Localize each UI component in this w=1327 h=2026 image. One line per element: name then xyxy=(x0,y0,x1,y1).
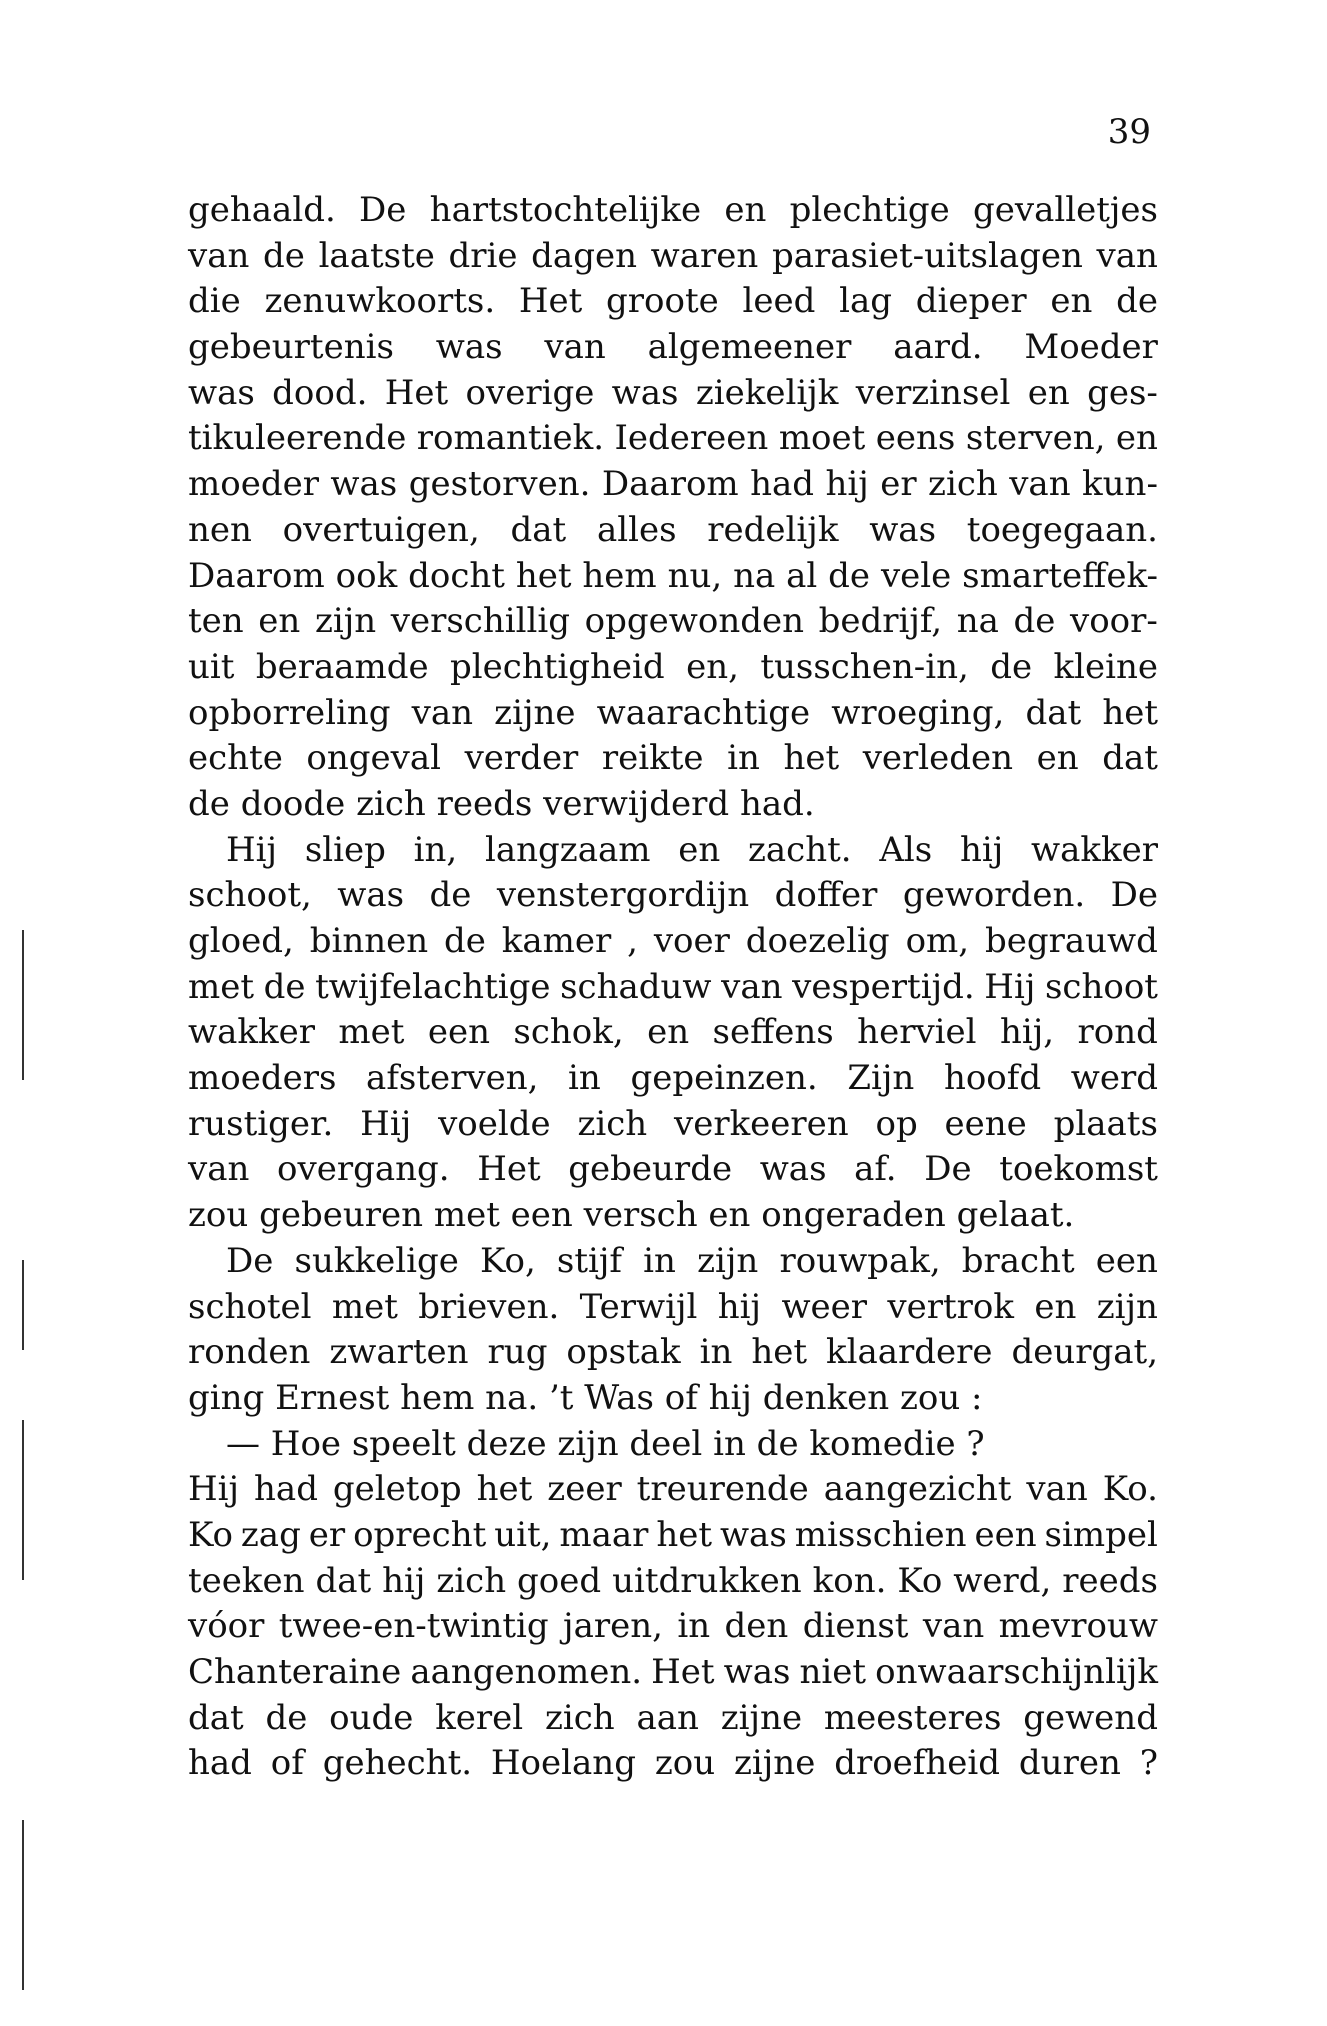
word: zijn xyxy=(1096,1286,1158,1327)
word: simpel xyxy=(1044,1514,1158,1555)
word: de xyxy=(429,875,472,916)
word: in, xyxy=(413,829,458,870)
word: gloed, xyxy=(188,921,294,961)
word: smarteffek- xyxy=(962,555,1158,596)
word: kerel xyxy=(435,1697,524,1738)
word: het xyxy=(783,738,840,779)
word: en xyxy=(647,1012,690,1053)
word: van xyxy=(411,692,474,733)
word: er xyxy=(880,464,917,505)
word: duren xyxy=(1018,1743,1121,1784)
word: ten xyxy=(188,601,244,642)
word: De xyxy=(1110,875,1158,916)
word: vele xyxy=(880,555,952,596)
word: was xyxy=(611,372,679,413)
text-line xyxy=(188,188,1158,234)
word: stijf xyxy=(556,1240,623,1281)
word: nen xyxy=(188,509,252,550)
word: het xyxy=(656,1514,713,1555)
word: Ko, xyxy=(479,1240,536,1281)
word: redelijk xyxy=(707,509,839,550)
word: van xyxy=(188,235,250,276)
text-line xyxy=(188,1010,1158,1056)
word: dat xyxy=(1102,738,1158,779)
word: zijn xyxy=(314,601,377,642)
scan-edge-mark xyxy=(22,1260,24,1350)
text-line xyxy=(188,371,1158,417)
text-line xyxy=(188,919,1158,965)
word: de xyxy=(265,1697,308,1738)
word: de xyxy=(444,921,486,961)
word: weer xyxy=(781,1286,868,1327)
word: zeer xyxy=(547,1469,622,1510)
word: sukkelige xyxy=(294,1240,459,1281)
word: schaduw xyxy=(560,966,712,1007)
word: Hoelang xyxy=(490,1743,636,1784)
word: gebeurde xyxy=(568,1149,733,1190)
word: De xyxy=(924,1149,972,1190)
word: moet xyxy=(778,418,866,459)
word: de xyxy=(990,646,1033,687)
word: dat xyxy=(510,509,567,550)
word: na xyxy=(733,555,776,596)
word: bracht xyxy=(961,1240,1075,1281)
word: schoot, xyxy=(188,875,312,916)
word: dagen xyxy=(531,235,637,276)
word: moeder xyxy=(188,464,319,505)
word: ongeval xyxy=(306,738,442,779)
word: Als xyxy=(879,829,933,870)
word: overige xyxy=(465,372,595,413)
word: kun- xyxy=(1082,464,1158,505)
text-line xyxy=(188,554,1158,600)
word: zich xyxy=(436,1560,507,1601)
word: Het xyxy=(384,372,449,413)
word: zijne xyxy=(720,1697,803,1738)
word: doezelig xyxy=(745,921,890,961)
word: eene xyxy=(944,1103,1027,1144)
word: leed xyxy=(742,281,816,322)
word: , xyxy=(627,921,638,961)
word: uit xyxy=(188,646,235,687)
word: treurende xyxy=(636,1469,809,1510)
word: gebeurtenis xyxy=(188,327,394,368)
word: dood. xyxy=(272,372,368,413)
word: had xyxy=(188,1743,252,1784)
word: was xyxy=(759,1149,827,1190)
word: met xyxy=(331,1286,398,1327)
word: De xyxy=(359,190,407,230)
word: hartstochtelijke xyxy=(429,190,702,230)
word: eens xyxy=(875,418,956,459)
word: opborreling xyxy=(188,692,391,733)
word: brieven. xyxy=(418,1286,560,1327)
word: op xyxy=(875,1103,918,1144)
word: overgang. xyxy=(277,1149,450,1190)
word: voelde xyxy=(438,1103,551,1144)
scan-edge-mark xyxy=(22,1420,24,1580)
word: lag xyxy=(839,281,893,322)
word: schok, xyxy=(513,1012,624,1053)
word: en xyxy=(1050,281,1093,322)
word: overtuigen, xyxy=(282,509,480,550)
word: wakker xyxy=(188,1012,315,1053)
word: ook xyxy=(335,555,398,596)
text-line xyxy=(188,965,1158,1011)
word: Ko xyxy=(188,1514,233,1555)
word: in xyxy=(727,738,760,779)
word: hem xyxy=(582,555,657,596)
word: zijne xyxy=(733,1743,816,1784)
text-line xyxy=(188,691,1158,737)
word: het xyxy=(1102,692,1158,733)
word: van xyxy=(1026,1469,1088,1510)
word: zwarten xyxy=(329,1332,469,1373)
word: vertrok xyxy=(887,1286,1014,1327)
word: kamer xyxy=(501,921,612,961)
word: rustiger. xyxy=(188,1103,334,1144)
word: geworden. xyxy=(902,875,1086,916)
word: plechtige xyxy=(789,190,950,230)
word: de xyxy=(828,555,871,596)
word: van xyxy=(1096,235,1158,276)
text-line xyxy=(188,508,1158,554)
word: romantiek. xyxy=(416,418,604,459)
word: verder xyxy=(464,738,579,779)
word: drie xyxy=(448,235,518,276)
word: die xyxy=(188,281,241,322)
word: twee-en-twintig xyxy=(278,1606,549,1647)
word: Moeder xyxy=(1024,327,1158,368)
word: hij, xyxy=(999,1012,1055,1053)
word: van xyxy=(188,1149,250,1190)
text-line xyxy=(188,279,1158,325)
word: had xyxy=(750,464,815,505)
word: en, xyxy=(686,646,739,687)
word: Ko xyxy=(897,1560,943,1601)
word: Hij xyxy=(226,829,278,870)
word: gewend xyxy=(1023,1697,1158,1738)
word: reeds xyxy=(1062,1560,1158,1601)
word: Het xyxy=(651,1652,715,1692)
word: gehecht. xyxy=(322,1743,473,1784)
word: onwaarschijnlijk xyxy=(875,1652,1158,1692)
word: wakker xyxy=(1031,829,1158,870)
word: was xyxy=(435,327,503,368)
word: niet xyxy=(799,1652,867,1692)
word: oude xyxy=(329,1697,414,1738)
word: het xyxy=(515,555,572,596)
word: had xyxy=(254,1469,318,1510)
word: jaren, xyxy=(563,1606,663,1647)
word: en xyxy=(258,601,301,642)
word: gepeinzen. xyxy=(630,1058,818,1099)
word: en xyxy=(1115,418,1158,459)
text-line xyxy=(188,1604,1158,1650)
word: sterven, xyxy=(965,418,1106,459)
word: af. xyxy=(854,1149,897,1190)
text-line xyxy=(188,1102,1158,1148)
word: waren xyxy=(650,235,759,276)
word: klaardere xyxy=(825,1332,993,1373)
word: Hij xyxy=(984,966,1036,1007)
word: de xyxy=(1013,601,1056,642)
text-line xyxy=(188,1330,1158,1376)
word: twijfelachtige xyxy=(315,966,551,1007)
word: werd xyxy=(1070,1058,1158,1099)
word: was xyxy=(330,464,398,505)
word: mevrouw xyxy=(998,1606,1158,1647)
word: kon. xyxy=(812,1560,887,1601)
word: hij xyxy=(825,464,869,505)
text-line xyxy=(188,1239,1158,1285)
word: Ko. xyxy=(1102,1469,1158,1510)
text-line xyxy=(188,828,1158,874)
text-line: ging Ernest hem na. ’t Was of hij denken zou : xyxy=(188,1377,983,1418)
word: was xyxy=(719,1514,787,1555)
word: bedrijf, xyxy=(818,601,943,642)
word: met xyxy=(188,966,255,1007)
word: goed xyxy=(517,1560,602,1601)
word: beraamde xyxy=(255,646,429,687)
text-line xyxy=(188,462,1158,508)
word: rug xyxy=(487,1332,548,1373)
body-text xyxy=(188,188,1158,1787)
word: al xyxy=(786,555,818,596)
word: het xyxy=(476,1469,533,1510)
text-line xyxy=(188,873,1158,919)
text-line xyxy=(188,234,1158,280)
word: in xyxy=(568,1058,601,1099)
word: was xyxy=(723,1652,791,1692)
word: toekomst xyxy=(999,1149,1158,1190)
word: van xyxy=(1009,464,1071,505)
word: hoofd xyxy=(943,1058,1042,1099)
word: Daarom xyxy=(601,464,739,505)
text-line xyxy=(188,416,1158,462)
scan-edge-mark xyxy=(22,1820,24,1990)
word: in xyxy=(677,1606,711,1647)
word: zacht. xyxy=(747,829,852,870)
word: schotel xyxy=(188,1286,312,1327)
word: Terwijl xyxy=(579,1286,698,1327)
word: gevalletjes xyxy=(972,190,1158,230)
word: herviel xyxy=(857,1012,977,1053)
word: en xyxy=(1036,738,1079,779)
word: langzaam xyxy=(484,829,651,870)
word: de xyxy=(1116,281,1158,322)
text-line xyxy=(188,1056,1158,1102)
word: aard. xyxy=(893,327,983,368)
text-line: — Hoe speelt deze zijn deel in de komedie ? xyxy=(226,1423,985,1464)
word: was xyxy=(869,509,937,550)
word: parasiet-uitslagen xyxy=(771,235,1083,276)
word: vespertijd. xyxy=(792,966,975,1007)
word: en xyxy=(1034,1286,1077,1327)
word: toegegaan. xyxy=(966,509,1158,550)
word: seffens xyxy=(712,1012,834,1053)
word: laatste xyxy=(318,235,435,276)
word: ges- xyxy=(1087,372,1158,413)
word: of xyxy=(270,1743,304,1784)
word: aan xyxy=(636,1697,699,1738)
word: en xyxy=(678,829,721,870)
word: waarachtige xyxy=(596,692,811,733)
text-line xyxy=(188,1741,1158,1787)
word: wroeging, xyxy=(831,692,1005,733)
word: plaats xyxy=(1053,1103,1158,1144)
word: opgewonden xyxy=(584,601,804,642)
word: Zijn xyxy=(847,1058,915,1099)
word: zijn xyxy=(697,1240,759,1281)
word: voer xyxy=(653,921,730,961)
word: zich xyxy=(577,1103,648,1144)
word: was xyxy=(188,372,255,413)
word: docht xyxy=(408,555,505,596)
word: reikte xyxy=(601,738,704,779)
word: uitdrukken xyxy=(612,1560,802,1601)
word: hij xyxy=(717,1286,762,1327)
word: geletop xyxy=(332,1469,462,1510)
text-line xyxy=(188,1467,1158,1513)
word: venstergordijn xyxy=(496,875,750,916)
word: zijne xyxy=(494,692,576,733)
word: zich xyxy=(544,1697,615,1738)
word: Chanteraine xyxy=(188,1652,402,1692)
word: meesteres xyxy=(823,1697,1002,1738)
word: zou xyxy=(654,1743,716,1784)
word: uit, xyxy=(494,1514,552,1555)
text-line xyxy=(188,325,1158,371)
word: tikuleerende xyxy=(188,418,407,459)
word: aangezicht xyxy=(823,1469,1012,1510)
word: van xyxy=(721,966,783,1007)
word: schoot xyxy=(1044,966,1158,1007)
text-line xyxy=(188,645,1158,691)
word: dat xyxy=(188,1697,244,1738)
word: dienst xyxy=(802,1606,909,1647)
word: van xyxy=(544,327,606,368)
word: binnen xyxy=(309,921,429,961)
word: het xyxy=(751,1332,808,1373)
word: de xyxy=(263,235,305,276)
word: opstak xyxy=(566,1332,681,1373)
word: Hij xyxy=(188,1469,240,1510)
word: alles xyxy=(596,509,677,550)
word: Het xyxy=(518,281,583,322)
scan-edge-mark xyxy=(22,930,24,1080)
word: in xyxy=(699,1332,733,1373)
word: hij xyxy=(959,829,1004,870)
word: vóor xyxy=(188,1606,265,1647)
text-line xyxy=(188,1650,1158,1696)
word: ronden xyxy=(188,1332,311,1373)
text-line xyxy=(188,1285,1158,1331)
word: in xyxy=(643,1240,676,1281)
word: zenuwkoorts. xyxy=(264,281,496,322)
word: met xyxy=(338,1012,405,1053)
word: moeders xyxy=(188,1058,337,1099)
word: teeken xyxy=(188,1560,305,1601)
word: De xyxy=(226,1240,274,1281)
word: deurgat, xyxy=(1011,1332,1158,1373)
word: hij xyxy=(382,1560,426,1601)
word: begrauwd xyxy=(984,921,1158,961)
word: een xyxy=(974,1514,1037,1555)
text-line xyxy=(188,1696,1158,1742)
word: nu, xyxy=(667,555,723,596)
text-line xyxy=(188,1147,1158,1193)
text-line xyxy=(188,599,1158,645)
word: dat xyxy=(315,1560,372,1601)
word: Hij xyxy=(360,1103,412,1144)
word: zag xyxy=(240,1514,301,1555)
word: plechtigheid xyxy=(450,646,665,687)
word: een xyxy=(427,1012,490,1053)
word: verleden xyxy=(862,738,1014,779)
word: ziekelijk xyxy=(695,372,839,413)
word: aangenomen. xyxy=(410,1652,643,1692)
word: en xyxy=(724,190,767,230)
word: en xyxy=(1027,372,1070,413)
text-line xyxy=(188,736,1158,782)
word: gehaald. xyxy=(188,190,336,230)
word: na xyxy=(956,601,999,642)
word: rouwpak, xyxy=(779,1240,941,1281)
word: droefheid xyxy=(834,1743,1001,1784)
word: tusschen-in, xyxy=(760,646,969,687)
word: verzinsel xyxy=(855,372,1011,413)
text-line xyxy=(188,1559,1158,1605)
word: groote xyxy=(606,281,719,322)
page-number: 39 xyxy=(1107,112,1151,152)
word: ? xyxy=(1139,1743,1158,1784)
word: Het xyxy=(477,1149,541,1190)
word: sliep xyxy=(304,829,386,870)
word: er xyxy=(308,1514,346,1555)
word: de xyxy=(263,966,306,1007)
word: werd, xyxy=(953,1560,1052,1601)
word: misschien xyxy=(794,1514,967,1555)
word: den xyxy=(724,1606,789,1647)
word: was xyxy=(337,875,405,916)
word: een xyxy=(1095,1240,1158,1281)
text-line: zou gebeuren met een versch en ongeraden gelaat. xyxy=(188,1195,1075,1236)
word: zich xyxy=(928,464,998,505)
word: rond xyxy=(1077,1012,1158,1053)
word: verkeeren xyxy=(673,1103,849,1144)
text-line: de doode zich reeds verwijderd had. xyxy=(188,783,815,824)
text-line xyxy=(188,1513,1158,1559)
word: oprecht xyxy=(353,1514,487,1555)
word: algemeener xyxy=(647,327,852,368)
word: om, xyxy=(905,921,970,961)
word: echte xyxy=(188,738,283,779)
word: van xyxy=(922,1606,985,1647)
word: Iedereen xyxy=(614,418,769,459)
word: voor- xyxy=(1070,601,1158,642)
word: verschillig xyxy=(390,601,571,642)
word: maar xyxy=(559,1514,649,1555)
word: kleine xyxy=(1053,646,1158,687)
word: dieper xyxy=(915,281,1027,322)
word: dat xyxy=(1025,692,1082,733)
word: Daarom xyxy=(188,555,325,596)
word: gestorven. xyxy=(408,464,591,505)
word: afsterven, xyxy=(366,1058,539,1099)
word: doffer xyxy=(774,875,878,916)
